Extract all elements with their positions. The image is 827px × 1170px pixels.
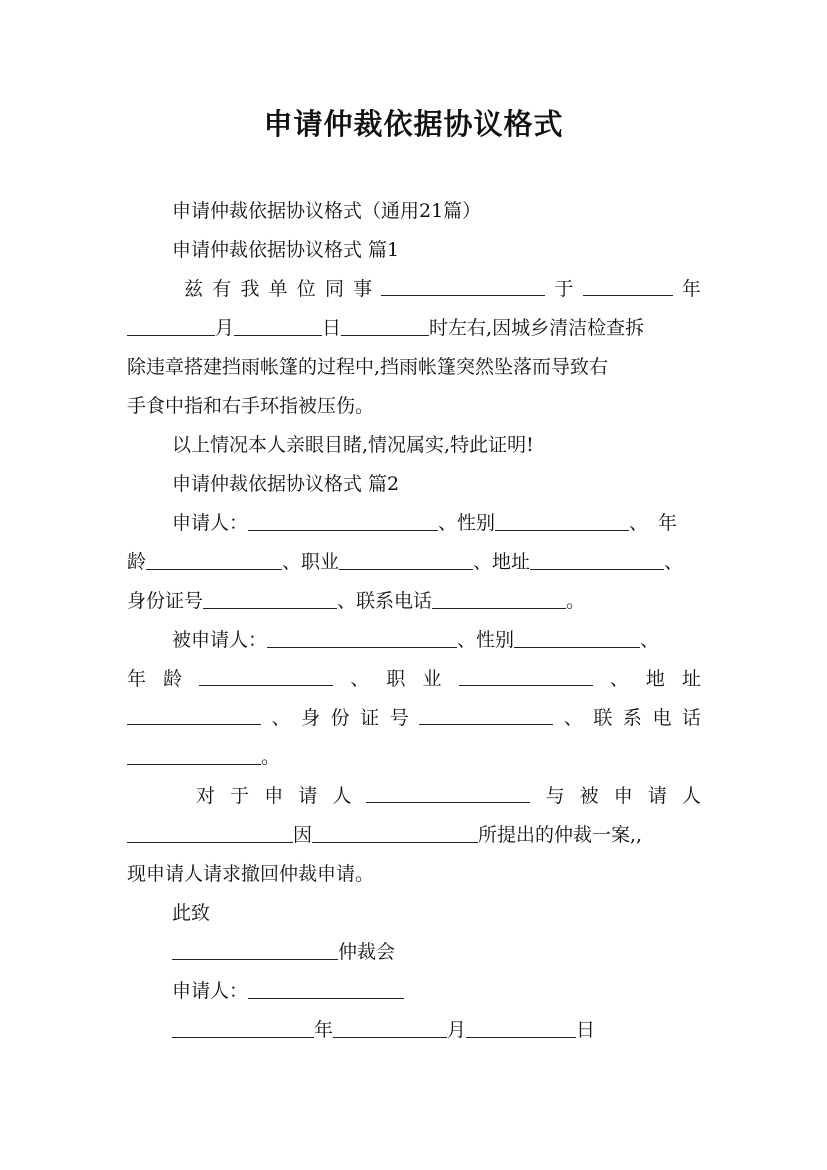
blank-applicant-address[interactable] xyxy=(530,550,664,570)
gender-label: 、性别 xyxy=(438,512,496,534)
blank-applicant-age[interactable] xyxy=(146,550,282,570)
text-char: 电 xyxy=(652,707,672,729)
text-run: 时左右,因城乡清洁检查拆 xyxy=(429,317,645,339)
respondent-line2 xyxy=(127,666,701,692)
regarding-line2 xyxy=(127,822,642,848)
occupation-label: 、职业 xyxy=(282,551,340,573)
text-char: 、 xyxy=(350,668,370,690)
section1-paragraph-line3: 除违章搭建挡雨帐篷的过程中,挡雨帐篷突然坠落而导致右 xyxy=(127,356,609,378)
text-char: 系 xyxy=(622,707,642,729)
applicant-line1 xyxy=(172,510,677,536)
text-char: 、 xyxy=(563,707,583,729)
id-label: 身份证号 xyxy=(127,590,204,612)
regarding-line1 xyxy=(196,783,701,809)
text-char: 于 xyxy=(554,278,574,300)
applicant-label: 申请人： xyxy=(172,512,249,534)
blank-day[interactable] xyxy=(234,316,322,336)
section1-paragraph-line2 xyxy=(127,315,644,341)
blank-applicant-gender[interactable] xyxy=(495,511,629,531)
text-char: 身 xyxy=(301,707,321,729)
text-char: 址 xyxy=(681,668,701,690)
blank-respondent-address[interactable] xyxy=(127,705,261,725)
respondent-line3 xyxy=(127,705,701,731)
section1-paragraph-line4: 手食中指和右手环指被压伤。 xyxy=(127,395,375,417)
text-char: 与 xyxy=(545,785,565,807)
respondent-line1 xyxy=(172,627,659,653)
text-char: 有 xyxy=(212,278,232,300)
text-char: 于 xyxy=(230,785,250,807)
text-char: 年 xyxy=(314,1019,334,1041)
text-char: 号 xyxy=(389,707,409,729)
text-char: 申 xyxy=(613,785,633,807)
blank-applicant-id[interactable] xyxy=(203,589,337,609)
date-line xyxy=(172,1017,595,1043)
blank-respondent-gender[interactable] xyxy=(514,628,640,648)
document-subtitle: 申请仲裁依据协议格式（通用21篇） xyxy=(172,200,482,222)
blank-respondent-name[interactable] xyxy=(267,628,457,648)
text-char: 同 xyxy=(324,278,344,300)
text-char: 请 xyxy=(298,785,318,807)
blank-respondent-party[interactable] xyxy=(127,823,293,843)
text-char: 、 xyxy=(640,629,660,651)
blank-month[interactable] xyxy=(127,316,215,336)
blank-respondent-occupation[interactable] xyxy=(459,666,593,686)
text-char: 因 xyxy=(293,824,313,846)
text-char: 年 xyxy=(658,512,678,534)
phone-label: 、联系电话 xyxy=(337,590,433,612)
address-label: 、地址 xyxy=(473,551,531,573)
blank-applicant-occupation[interactable] xyxy=(339,550,473,570)
respondent-line4 xyxy=(127,744,280,770)
text-char: 、 xyxy=(609,668,629,690)
committee-label: 仲裁会 xyxy=(338,941,396,963)
text-char: 兹 xyxy=(184,278,204,300)
committee-line xyxy=(172,939,395,965)
blank-hour[interactable] xyxy=(341,316,429,336)
blank-applicant-party[interactable] xyxy=(366,783,530,803)
text-char: 份 xyxy=(330,707,350,729)
text-char: 请 xyxy=(647,785,667,807)
withdraw-request: 现申请人请求撤回仲裁申请。 xyxy=(127,863,375,885)
blank-date-day[interactable] xyxy=(466,1018,576,1038)
applicant-line3 xyxy=(127,588,585,614)
text-char: 、 xyxy=(271,707,291,729)
salutation: 此致 xyxy=(172,902,211,924)
document-title: 申请仲裁依据协议格式 xyxy=(263,107,564,141)
blank-signature[interactable] xyxy=(248,979,404,999)
blank-respondent-age[interactable] xyxy=(199,666,333,686)
text-char: 话 xyxy=(681,707,701,729)
text-char: 。 xyxy=(566,590,586,612)
text-char: 月 xyxy=(215,317,235,339)
blank-colleague-name[interactable] xyxy=(381,276,545,296)
text-run: 所提出的仲裁一案,, xyxy=(478,824,643,846)
blank-reason[interactable] xyxy=(312,823,478,843)
section1-paragraph-line1 xyxy=(184,276,701,302)
text-char: 职 xyxy=(386,668,406,690)
text-char: 人 xyxy=(332,785,352,807)
text-char: 业 xyxy=(422,668,442,690)
text-char: 龄 xyxy=(127,551,147,573)
text-char: 申 xyxy=(264,785,284,807)
blank-date-month[interactable] xyxy=(333,1018,447,1038)
text-char: 月 xyxy=(447,1019,467,1041)
respondent-label: 被申请人： xyxy=(172,629,268,651)
blank-respondent-id[interactable] xyxy=(419,705,553,725)
section2-heading: 申请仲裁依据协议格式 篇2 xyxy=(172,473,400,495)
text-char: 、 xyxy=(664,551,684,573)
text-char: 人 xyxy=(681,785,701,807)
blank-year[interactable] xyxy=(583,276,673,296)
text-char: 位 xyxy=(296,278,316,300)
text-char: 地 xyxy=(645,668,665,690)
signature-label: 申请人： xyxy=(172,980,249,1002)
text-char: 龄 xyxy=(163,668,183,690)
text-char: 事 xyxy=(353,278,373,300)
text-char: 对 xyxy=(196,785,216,807)
text-char: 。 xyxy=(261,746,281,768)
section1-heading: 申请仲裁依据协议格式 篇1 xyxy=(172,239,400,261)
applicant-line2 xyxy=(127,549,683,575)
gender-label: 、性别 xyxy=(457,629,515,651)
blank-applicant-name[interactable] xyxy=(248,511,438,531)
text-char: 被 xyxy=(579,785,599,807)
text-char: 我 xyxy=(240,278,260,300)
text-char: 年 xyxy=(681,278,701,300)
blank-respondent-phone[interactable] xyxy=(127,745,261,765)
text-char: 年 xyxy=(127,668,147,690)
text-char: 、 xyxy=(629,512,649,534)
signature-line xyxy=(172,978,404,1004)
text-char: 联 xyxy=(593,707,613,729)
text-char: 日 xyxy=(576,1019,596,1041)
text-char: 证 xyxy=(360,707,380,729)
blank-date-year[interactable] xyxy=(172,1018,314,1038)
text-char: 日 xyxy=(322,317,342,339)
text-char: 单 xyxy=(268,278,288,300)
blank-applicant-phone[interactable] xyxy=(432,589,566,609)
blank-committee-name[interactable] xyxy=(172,940,338,960)
section1-witness-statement: 以上情况本人亲眼目睹,情况属实,特此证明! xyxy=(172,434,534,456)
